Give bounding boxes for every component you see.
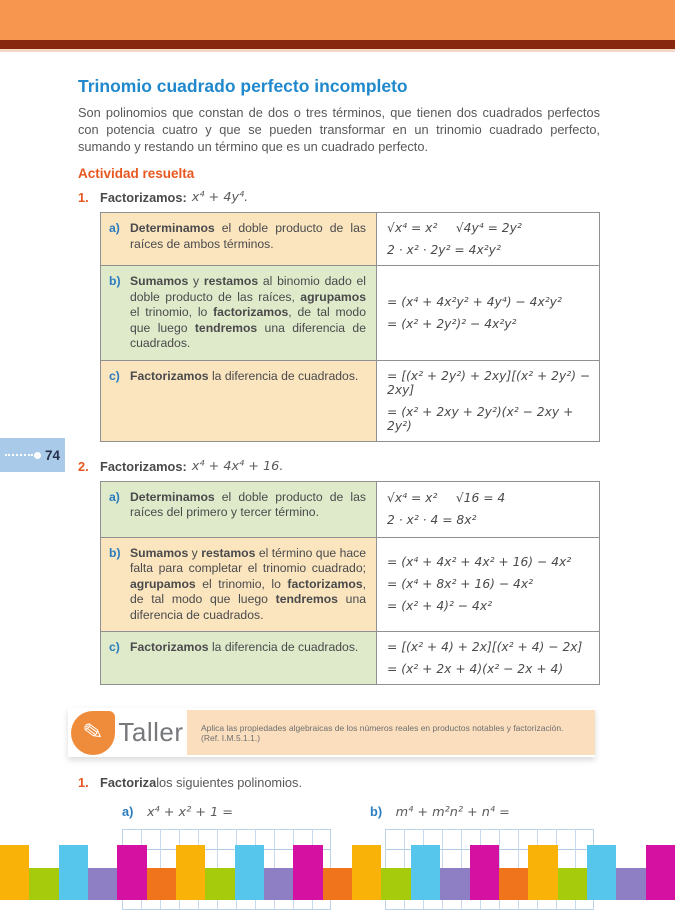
footer-color-block (176, 845, 205, 900)
table-row (101, 482, 599, 538)
item-letter: b) (370, 804, 383, 819)
item-formula: x⁴ + x² + 1 = (146, 805, 234, 820)
activity-label: Factorizamos: (100, 190, 187, 205)
footer-color-block (235, 845, 264, 900)
footer-color-block (117, 845, 146, 900)
footer-color-block (470, 845, 499, 900)
step-letter: c) (109, 368, 120, 383)
math-line: = [(x² + 4) + 2x][(x² + 4) − 2x] (387, 640, 583, 654)
step-description-cell (101, 213, 377, 265)
math-line: = (x² + 2xy + 2y²)(x² − 2xy + 2y²) (387, 404, 578, 433)
item-formula: m⁴ + m²n² + n⁴ = (395, 805, 510, 820)
footer-color-block (616, 868, 645, 900)
step-math-cell (377, 482, 599, 537)
header-maroon-stripe (0, 40, 675, 49)
exercise-text: los siguientes polinomios. (156, 775, 303, 790)
math-line: = [(x² + 2y²) + 2xy][(x² + 2y²) − 2xy] (387, 368, 595, 397)
step-math-cell (377, 632, 599, 684)
pencil-icon (71, 711, 115, 755)
exercise-item-a (122, 804, 370, 820)
page-number: 74 (45, 447, 61, 463)
taller-label: Taller (118, 717, 184, 747)
pencil-glyph: ✎ (81, 717, 105, 747)
math-line: √x⁴ = x² √4y⁴ = 2y² (387, 221, 522, 235)
footer-color-block (558, 868, 587, 900)
step-description: Factorizamos la diferencia de cuadrados. (130, 368, 359, 383)
step-description-cell (101, 538, 377, 632)
footer-color-block (587, 845, 616, 900)
worked-table-1 (100, 212, 600, 442)
table-row (101, 632, 599, 684)
step-description-cell (101, 361, 377, 441)
taller-banner-text: Aplica las propiedades algebraicas de los números reales en productos notables y factorización. (Ref. I.M.5.1.1.) (187, 710, 595, 755)
exercise-header (78, 775, 600, 790)
step-description: Determinamos el doble producto de las raíces del primero y tercer término. (130, 489, 366, 519)
footer-color-block (59, 845, 88, 900)
table-row (101, 538, 599, 633)
table-row (101, 213, 599, 266)
table-row (101, 266, 599, 361)
footer-color-block (323, 868, 352, 900)
math-line: = (x⁴ + 4x² + 4x² + 16) − 4x² (387, 555, 572, 570)
step-math-cell (377, 361, 599, 441)
math-line: = (x² + 2y²)² − 4x²y² (387, 316, 517, 331)
exercise-item-b (370, 804, 510, 820)
exercise-verb: Factoriza (100, 775, 157, 790)
footer-color-strip (0, 845, 675, 900)
step-description: Determinamos el doble producto de las raíces de ambos términos. (130, 221, 366, 251)
footer-color-block (29, 868, 58, 900)
step-letter: c) (109, 640, 120, 654)
activity-formula: x⁴ + 4x⁴ + 16. (191, 458, 284, 474)
step-letter: a) (109, 489, 120, 504)
taller-strip (68, 708, 595, 757)
footer-color-block (147, 868, 176, 900)
math-line: = (x² + 4)² − 4x² (387, 599, 493, 614)
activity-number: 2. (78, 458, 89, 474)
footer-color-block (381, 868, 410, 900)
footer-color-block (411, 845, 440, 900)
step-description: Sumamos y restamos el término que hace falta para completar el trinomio cuadrado; agrupamos el trinomio, lo factorizamos, de tal modo que luego tendremos una diferencia de cuadrados. (130, 545, 366, 622)
step-letter: b) (109, 274, 121, 288)
footer-color-block (352, 845, 381, 900)
step-description-cell (101, 266, 377, 360)
math-line: 2 · x² · 4 = 8x² (387, 513, 477, 527)
activity-number: 1. (78, 190, 89, 205)
step-math-cell (377, 538, 599, 632)
step-description: Sumamos y restamos al binomio dado el doble producto de las raíces, agrupamos el trinomio, lo factorizamos, de tal modo que luego tendremos una diferencia de cuadrados. (130, 274, 366, 350)
math-line: = (x⁴ + 8x² + 16) − 4x² (387, 577, 534, 592)
footer-color-block (293, 845, 322, 900)
footer-color-block (440, 868, 469, 900)
header-pink-line (0, 49, 675, 52)
table-row (101, 361, 599, 441)
intro-paragraph: Son polinomios que constan de dos o tres términos, que tienen dos cuadrados perfectos con potencia cuatro y que se pueden transformar en un trinomio cuadrado perfecto, sumando y restando un término que es un cuadrado perfecto. (78, 105, 600, 154)
step-math-cell (377, 266, 599, 360)
page-title: Trinomio cuadrado perfecto incompleto (78, 76, 408, 96)
step-math-cell (377, 213, 599, 265)
step-letter: a) (109, 221, 120, 235)
item-letter: a) (122, 804, 134, 819)
dotted-line (5, 454, 33, 456)
math-line: = (x² + 2x + 4)(x² − 2x + 4) (387, 662, 564, 676)
page-number-badge (0, 438, 65, 472)
activity-formula: x⁴ + 4y⁴. (191, 190, 249, 205)
dot-icon (34, 452, 41, 459)
footer-color-block (528, 845, 557, 900)
page-content (78, 76, 600, 910)
math-line: 2 · x² · 2y² = 4x²y² (387, 243, 501, 257)
activity-1-header (78, 190, 600, 205)
math-line: √x⁴ = x² √16 = 4 (387, 491, 506, 505)
footer-color-block (264, 868, 293, 900)
math-line: = (x⁴ + 4x²y² + 4y⁴) − 4x²y² (387, 294, 562, 309)
step-description-cell (101, 482, 377, 537)
footer-color-block (88, 868, 117, 900)
footer-color-block (499, 868, 528, 900)
activity-2-header (78, 459, 600, 474)
exercise-items (78, 804, 600, 820)
exercise-number: 1. (78, 775, 89, 790)
worked-table-2 (100, 481, 600, 686)
footer-color-block (205, 868, 234, 900)
footer-color-block (0, 845, 29, 900)
header-orange-band (0, 0, 675, 40)
section-label: Actividad resuelta (78, 166, 195, 181)
footer-color-block (646, 845, 675, 900)
step-letter: b) (109, 545, 121, 560)
activity-label: Factorizamos: (100, 458, 187, 474)
step-description-cell (101, 632, 377, 684)
step-description: Factorizamos la diferencia de cuadrados. (130, 640, 359, 654)
